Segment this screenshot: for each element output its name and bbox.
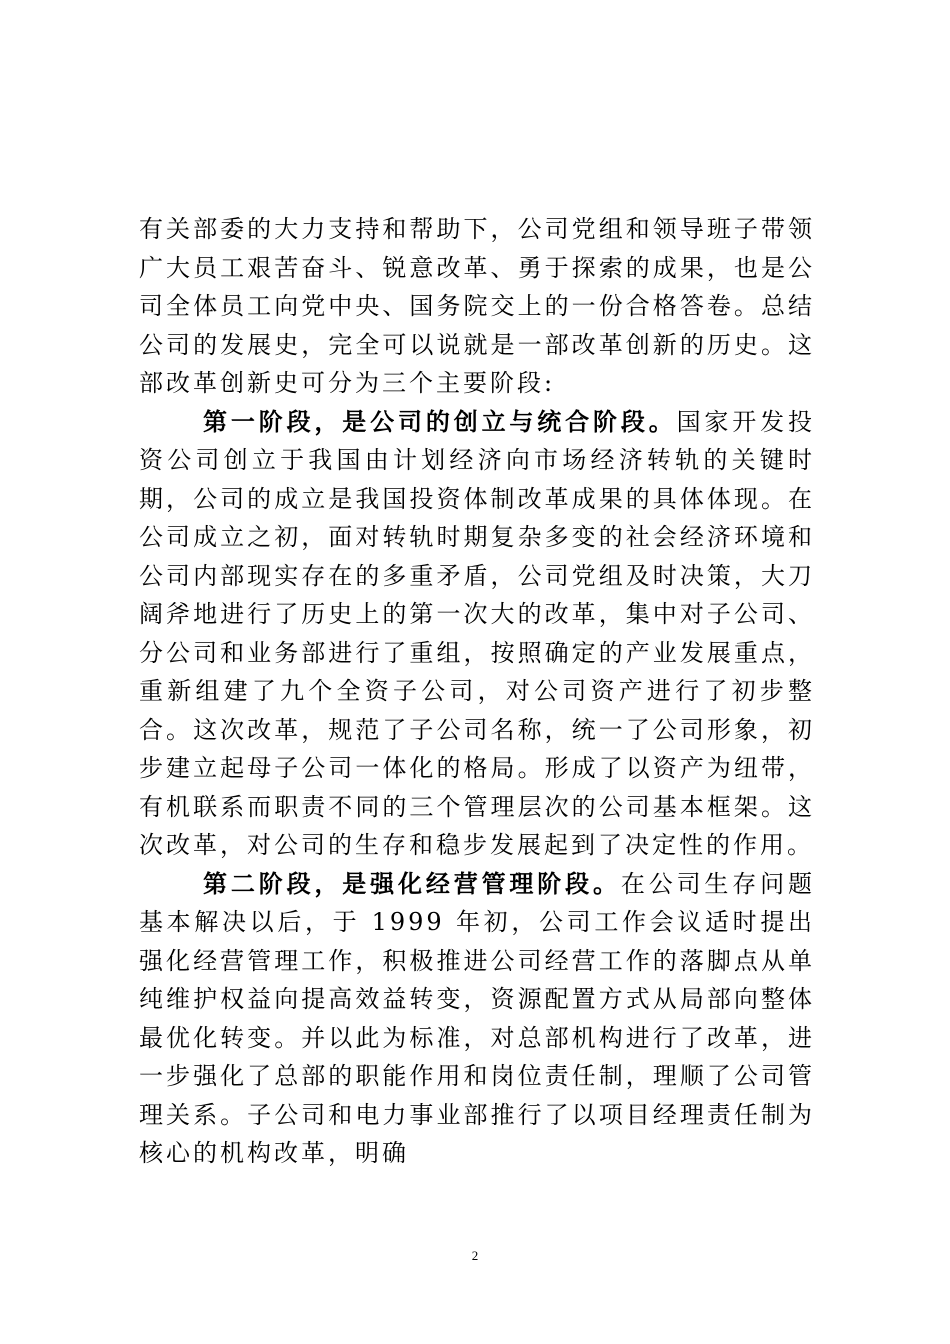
paragraph-stage-two	[139, 865, 815, 1173]
stage-one-text: 国家开发投资公司创立于我国由计划经济向市场经济转轨的关键时期，公司的成立是我国投资体制改革成果的具体体现。在公司成立之初，面对转轨时期复杂多变的社会经济环境和公司内部现实存在的多重矛盾，公司党组及时决策，大刀阔斧地进行了历史上的第一次大的改革，集中对子公司、分公司和业务部进行了重组，按照确定的产业发展重点，重新组建了九个全资子公司，对公司资产进行了初步整合。这次改革，规范了子公司名称，统一了公司形象，初步建立起母子公司一体化的格局。形成了以资产为纽带，有机联系而职责不同的三个管理层次的公司基本框架。这次改革，对公司的生存和稳步发展起到了决定性的作用。	[139, 407, 816, 859]
paragraph-intro-text: 有关部委的大力支持和帮助下，公司党组和领导班子带领广大员工艰苦奋斗、锐意改革、勇于探索的成果，也是公司全体员工向党中央、国务院交上的一份合格答卷。总结公司的发展史，完全可以说就是一部改革创新的历史。这部改革创新史可分为三个主要阶段:	[139, 215, 815, 397]
paragraph-stage-one	[139, 403, 815, 865]
stage-two-text: 在公司生存问题基本解决以后，于 1999 年初，公司工作会议适时提出强化经营管理工作，积极推进公司经营工作的落脚点从单纯维护权益向提高效益转变，资源配置方式从局部向整体最优化转变。并以此为标准，对总部机构进行了改革，进一步强化了总部的职能作用和岗位责任制，理顺了公司管理关系。子公司和电力事业部推行了以项目经理责任制为核心的机构改革，明确	[139, 869, 816, 1167]
paragraph-intro	[139, 210, 815, 403]
stage-one-heading: 第一阶段，是公司的创立与统合阶段。	[203, 406, 677, 436]
stage-two-heading: 第二阶段，是强化经营管理阶段。	[203, 868, 621, 898]
body-text	[139, 210, 815, 1173]
page-number: 2	[471, 1248, 479, 1263]
